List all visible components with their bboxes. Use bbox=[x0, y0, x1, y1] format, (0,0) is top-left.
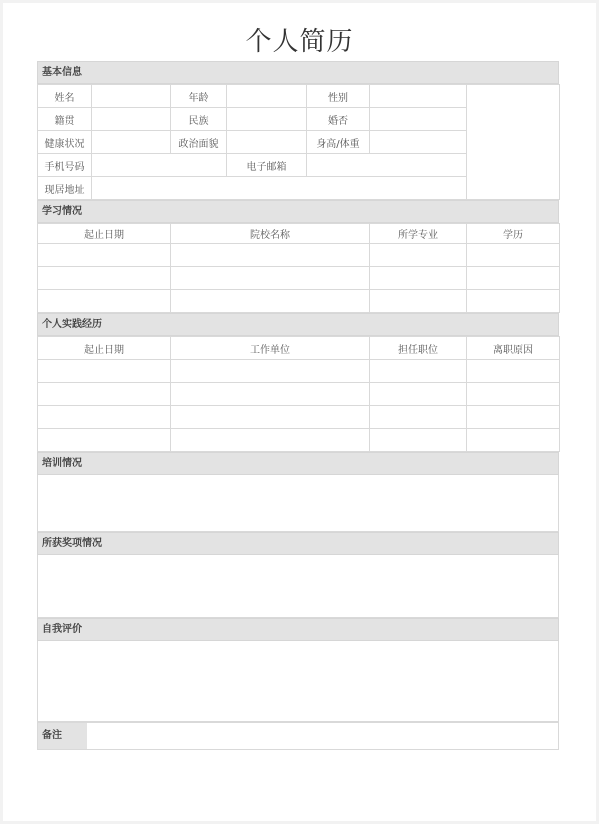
self-eval-field[interactable] bbox=[37, 641, 559, 722]
label-age: 年龄 bbox=[171, 85, 227, 108]
basic-info-table bbox=[37, 84, 560, 200]
practice-table bbox=[37, 336, 560, 452]
table-row bbox=[38, 290, 560, 313]
field-name[interactable] bbox=[92, 85, 171, 108]
label-origin: 籍贯 bbox=[38, 108, 92, 131]
table-row bbox=[38, 429, 560, 452]
section-self-eval-heading: 自我评价 bbox=[37, 618, 559, 641]
section-awards-heading: 所获奖项情况 bbox=[37, 532, 559, 555]
label-gender: 性别 bbox=[307, 85, 370, 108]
section-training-heading: 培训情况 bbox=[37, 452, 559, 475]
field-address[interactable] bbox=[92, 177, 467, 200]
label-email: 电子邮箱 bbox=[227, 154, 307, 177]
practice-col-position: 担任职位 bbox=[370, 337, 467, 360]
education-col-major: 所学专业 bbox=[370, 224, 467, 244]
table-row bbox=[38, 360, 560, 383]
remark-field[interactable] bbox=[87, 723, 558, 749]
label-health: 健康状况 bbox=[38, 131, 92, 154]
label-marital: 婚否 bbox=[307, 108, 370, 131]
section-practice-heading: 个人实践经历 bbox=[37, 313, 559, 336]
label-ethnicity: 民族 bbox=[171, 108, 227, 131]
education-col-degree: 学历 bbox=[467, 224, 560, 244]
practice-col-employer: 工作单位 bbox=[171, 337, 370, 360]
page-title: 个人简历 bbox=[245, 27, 354, 57]
section-basic-info-heading: 基本信息 bbox=[37, 61, 559, 84]
field-marital[interactable] bbox=[370, 108, 467, 131]
remark-label: 备注 bbox=[38, 723, 87, 749]
remark-row bbox=[37, 722, 559, 750]
resume-sheet bbox=[37, 61, 559, 750]
table-row bbox=[38, 244, 560, 267]
resume-page bbox=[3, 3, 596, 821]
section-education-heading: 学习情况 bbox=[37, 200, 559, 223]
field-phone[interactable] bbox=[92, 154, 227, 177]
table-row bbox=[38, 406, 560, 429]
field-political[interactable] bbox=[227, 131, 307, 154]
education-col-dates: 起止日期 bbox=[38, 224, 171, 244]
label-name: 姓名 bbox=[38, 85, 92, 108]
table-row bbox=[38, 383, 560, 406]
label-height-weight: 身高/体重 bbox=[307, 131, 370, 154]
label-phone: 手机号码 bbox=[38, 154, 92, 177]
table-row bbox=[38, 267, 560, 290]
field-origin[interactable] bbox=[92, 108, 171, 131]
education-table bbox=[37, 223, 560, 313]
photo-cell[interactable] bbox=[467, 85, 560, 200]
field-height-weight[interactable] bbox=[370, 131, 467, 154]
field-ethnicity[interactable] bbox=[227, 108, 307, 131]
field-gender[interactable] bbox=[370, 85, 467, 108]
label-political: 政治面貌 bbox=[171, 131, 227, 154]
awards-field[interactable] bbox=[37, 555, 559, 618]
field-age[interactable] bbox=[227, 85, 307, 108]
practice-col-dates: 起止日期 bbox=[38, 337, 171, 360]
field-health[interactable] bbox=[92, 131, 171, 154]
practice-col-leave-reason: 离职原因 bbox=[467, 337, 560, 360]
label-address: 现居地址 bbox=[38, 177, 92, 200]
field-email[interactable] bbox=[307, 154, 467, 177]
education-col-school: 院校名称 bbox=[171, 224, 370, 244]
training-field[interactable] bbox=[37, 475, 559, 532]
